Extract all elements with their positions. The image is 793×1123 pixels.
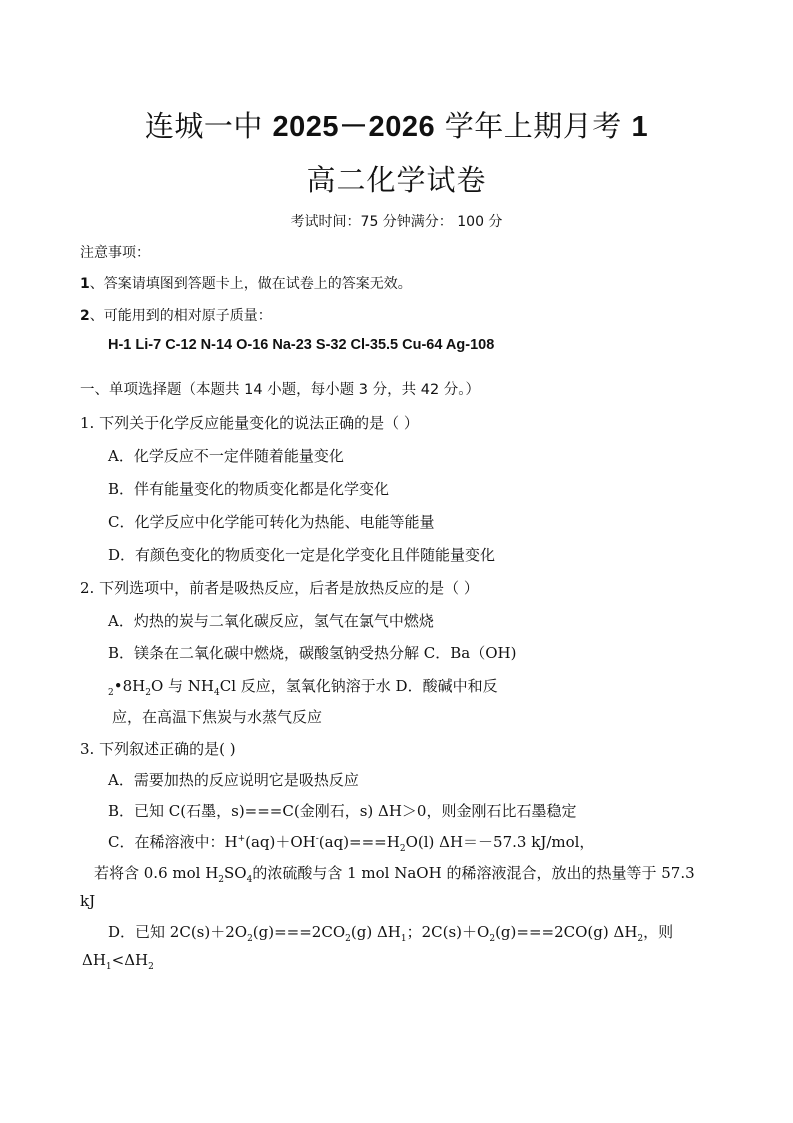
note-2-number: 2 — [80, 308, 90, 324]
subscript: 2 — [148, 962, 154, 972]
exam-title — [0, 104, 793, 145]
section-1-heading: 一、单项选择题（本题共 14 小题，每小题 3 分，共 42 分。） — [80, 382, 481, 398]
question-3-option-d — [108, 921, 673, 944]
title-years: 2025－2026 — [272, 111, 436, 143]
subscript: 1 — [400, 934, 407, 944]
formula-part: C．在稀溶液中：H — [108, 833, 238, 851]
question-3-stem: 3. 下列叙述正确的是( ) — [80, 740, 236, 758]
exam-info: 考试时间：75 分钟满分： 100 分 — [290, 214, 503, 230]
question-3-option-c — [108, 831, 594, 854]
formula-part: ，则 — [643, 923, 674, 941]
question-2-stem: 2. 下列选项中，前者是吸热反应，后者是放热反应的是（ ） — [80, 579, 479, 597]
question-2-option-d-cont: 应，在高温下焦炭与水蒸气反应 — [112, 708, 323, 726]
question-3-option-d-line2 — [82, 951, 154, 972]
note-2 — [80, 305, 272, 325]
title-number: 1 — [631, 111, 649, 143]
question-1-option-a: A．化学反应不一定伴随着能量变化 — [108, 447, 344, 465]
formula-part: <ΔH — [111, 951, 149, 969]
note-2-text: 、可能用到的相对原子质量： — [89, 308, 272, 324]
question-1-stem: 1. 下列关于化学反应能量变化的说法正确的是（ ） — [80, 414, 419, 432]
question-2-option-a: A．灼热的炭与二氧化碳反应，氢气在氯气中燃烧 — [108, 612, 434, 630]
question-3-option-a: A．需要加热的反应说明它是吸热反应 — [108, 771, 359, 789]
formula-part: ΔH — [82, 951, 106, 969]
formula-part: •8H — [113, 677, 146, 695]
exam-subject: 高二化学试卷 — [306, 163, 487, 197]
question-1-option-d: D．有颜色变化的物质变化一定是化学变化且伴随能量变化 — [108, 546, 496, 564]
notes-heading: 注意事项： — [80, 245, 150, 261]
formula-part: O 与 NH — [150, 677, 214, 695]
question-2-option-b: B．镁条在二氧化碳中燃烧，碳酸氢钠受热分解 C．Ba（OH) — [108, 644, 517, 662]
formula-part: (g)===2CO(g) ΔH — [495, 923, 638, 941]
question-1-option-c: C．化学反应中化学能可转化为热能、电能等能量 — [108, 513, 435, 531]
formula-part: SO — [224, 864, 247, 882]
formula-part: (aq)===H — [318, 833, 400, 851]
formula-part: (g)===2CO — [252, 923, 346, 941]
subscript: 2 — [399, 844, 406, 854]
subscript: 4 — [246, 875, 253, 885]
subscript: 2 — [108, 688, 114, 698]
note-1 — [80, 273, 412, 293]
subscript: 2 — [637, 934, 644, 944]
title-school: 连城一中 — [144, 109, 273, 143]
formula-part: D．已知 2C(s)＋2O — [108, 923, 248, 941]
subscript: 1 — [105, 962, 112, 972]
superscript: + — [237, 834, 246, 844]
formula-part: 若将含 0.6 mol H — [94, 864, 219, 882]
atomic-masses: H-1 Li-7 C-12 N-14 O-16 Na-23 S-32 Cl-35.5 Cu-64 Ag-108 — [108, 337, 495, 353]
formula-part: (g) ΔH — [350, 923, 401, 941]
question-3-option-b: B．已知 C(石墨，s)===C(金刚石，s) ΔH＞0，则金刚石比石墨稳定 — [108, 802, 577, 820]
question-3-option-c-line2 — [94, 862, 695, 885]
formula-part: ；2C(s)＋O — [406, 923, 490, 941]
subscript: 2 — [247, 934, 253, 944]
subscript: 4 — [214, 688, 220, 698]
question-1-option-b: B．伴有能量变化的物质变化都是化学变化 — [108, 480, 390, 498]
formula-part: (aq)＋OH — [245, 833, 316, 851]
formula-part: 的浓硫酸与含 1 mol NaOH 的稀溶液混合，放出的热量等于 57.3 — [252, 864, 695, 882]
formula-part: O(l) ΔH＝－57.3 kJ/mol， — [405, 833, 595, 851]
note-1-text: 、答案请填图到答题卡上，做在试卷上的答案无效。 — [89, 276, 412, 292]
subscript: 2 — [489, 934, 496, 944]
superscript: - — [315, 834, 319, 844]
question-3-option-c-line3: kJ — [80, 892, 96, 910]
formula-part: Cl 反应，氢氧化钠溶于水 D．酸碱中和反 — [219, 677, 498, 695]
title-term: 学年上期月考 — [435, 109, 632, 143]
question-2-option-c — [108, 675, 498, 698]
subscript: 2 — [345, 934, 351, 944]
note-1-number: 1 — [80, 276, 90, 292]
subscript: 2 — [145, 688, 151, 698]
subscript: 2 — [218, 875, 225, 885]
